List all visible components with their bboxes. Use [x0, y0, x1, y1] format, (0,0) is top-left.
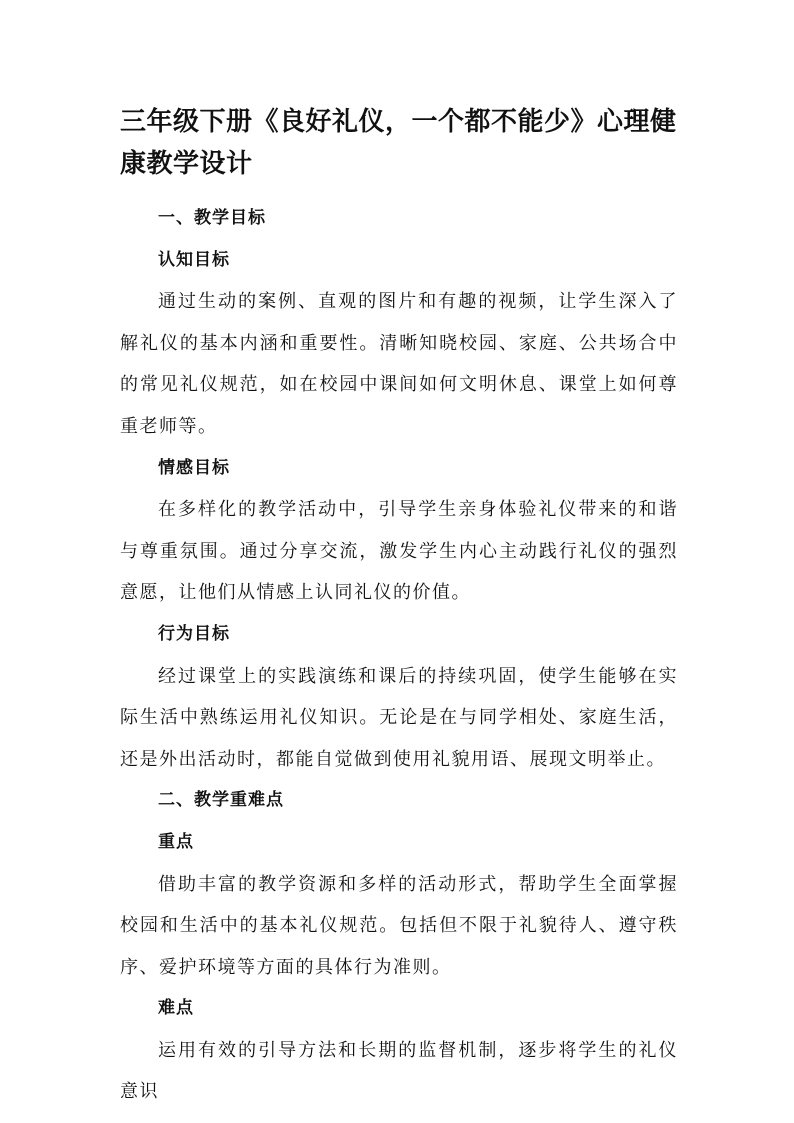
section-heading-key-points: 二、教学重难点	[158, 790, 284, 811]
subheading-key-point: 重点	[158, 831, 194, 852]
document-title: 三年级下册《良好礼仪，一个都不能少》心理健康教学设计	[120, 107, 677, 179]
subheading-emotional: 情感目标	[158, 457, 230, 478]
subheading-behavioral: 行为目标	[158, 623, 230, 644]
subheading-difficulty: 难点	[158, 998, 194, 1019]
section-heading-objectives: 一、教学目标	[158, 208, 266, 228]
document-body	[120, 198, 678, 1113]
para-key-point: 借助丰富的教学资源和多样的活动形式，帮助学生全面掌握校园和生活中的基本礼仪规范。包括但不限于礼貌待人、遵守秩序、爱护环境等方面的具体行为准则。	[120, 873, 678, 978]
para-cognitive: 通过生动的案例、直观的图片和有趣的视频，让学生深入了解礼仪的基本内涵和重要性。清晰知晓校园、家庭、公共场合中的常见礼仪规范，如在校园中课间如何文明休息、课堂上如何尊重老师等。	[120, 291, 678, 437]
para-emotional: 在多样化的教学活动中，引导学生亲身体验礼仪带来的和谐与尊重氛围。通过分享交流，激发学生内心主动践行礼仪的强烈意愿，让他们从情感上认同礼仪的价值。	[120, 499, 678, 604]
para-difficulty: 运用有效的引导方法和长期的监督机制，逐步将学生的礼仪意识	[120, 1039, 678, 1103]
para-behavioral: 经过课堂上的实践演练和课后的持续巩固，使学生能够在实际生活中熟练运用礼仪知识。无论是在与同学相处、家庭生活，还是外出活动时，都能自觉做到使用礼貌用语、展现文明举止。	[120, 665, 678, 770]
subheading-cognitive: 认知目标	[158, 249, 230, 270]
